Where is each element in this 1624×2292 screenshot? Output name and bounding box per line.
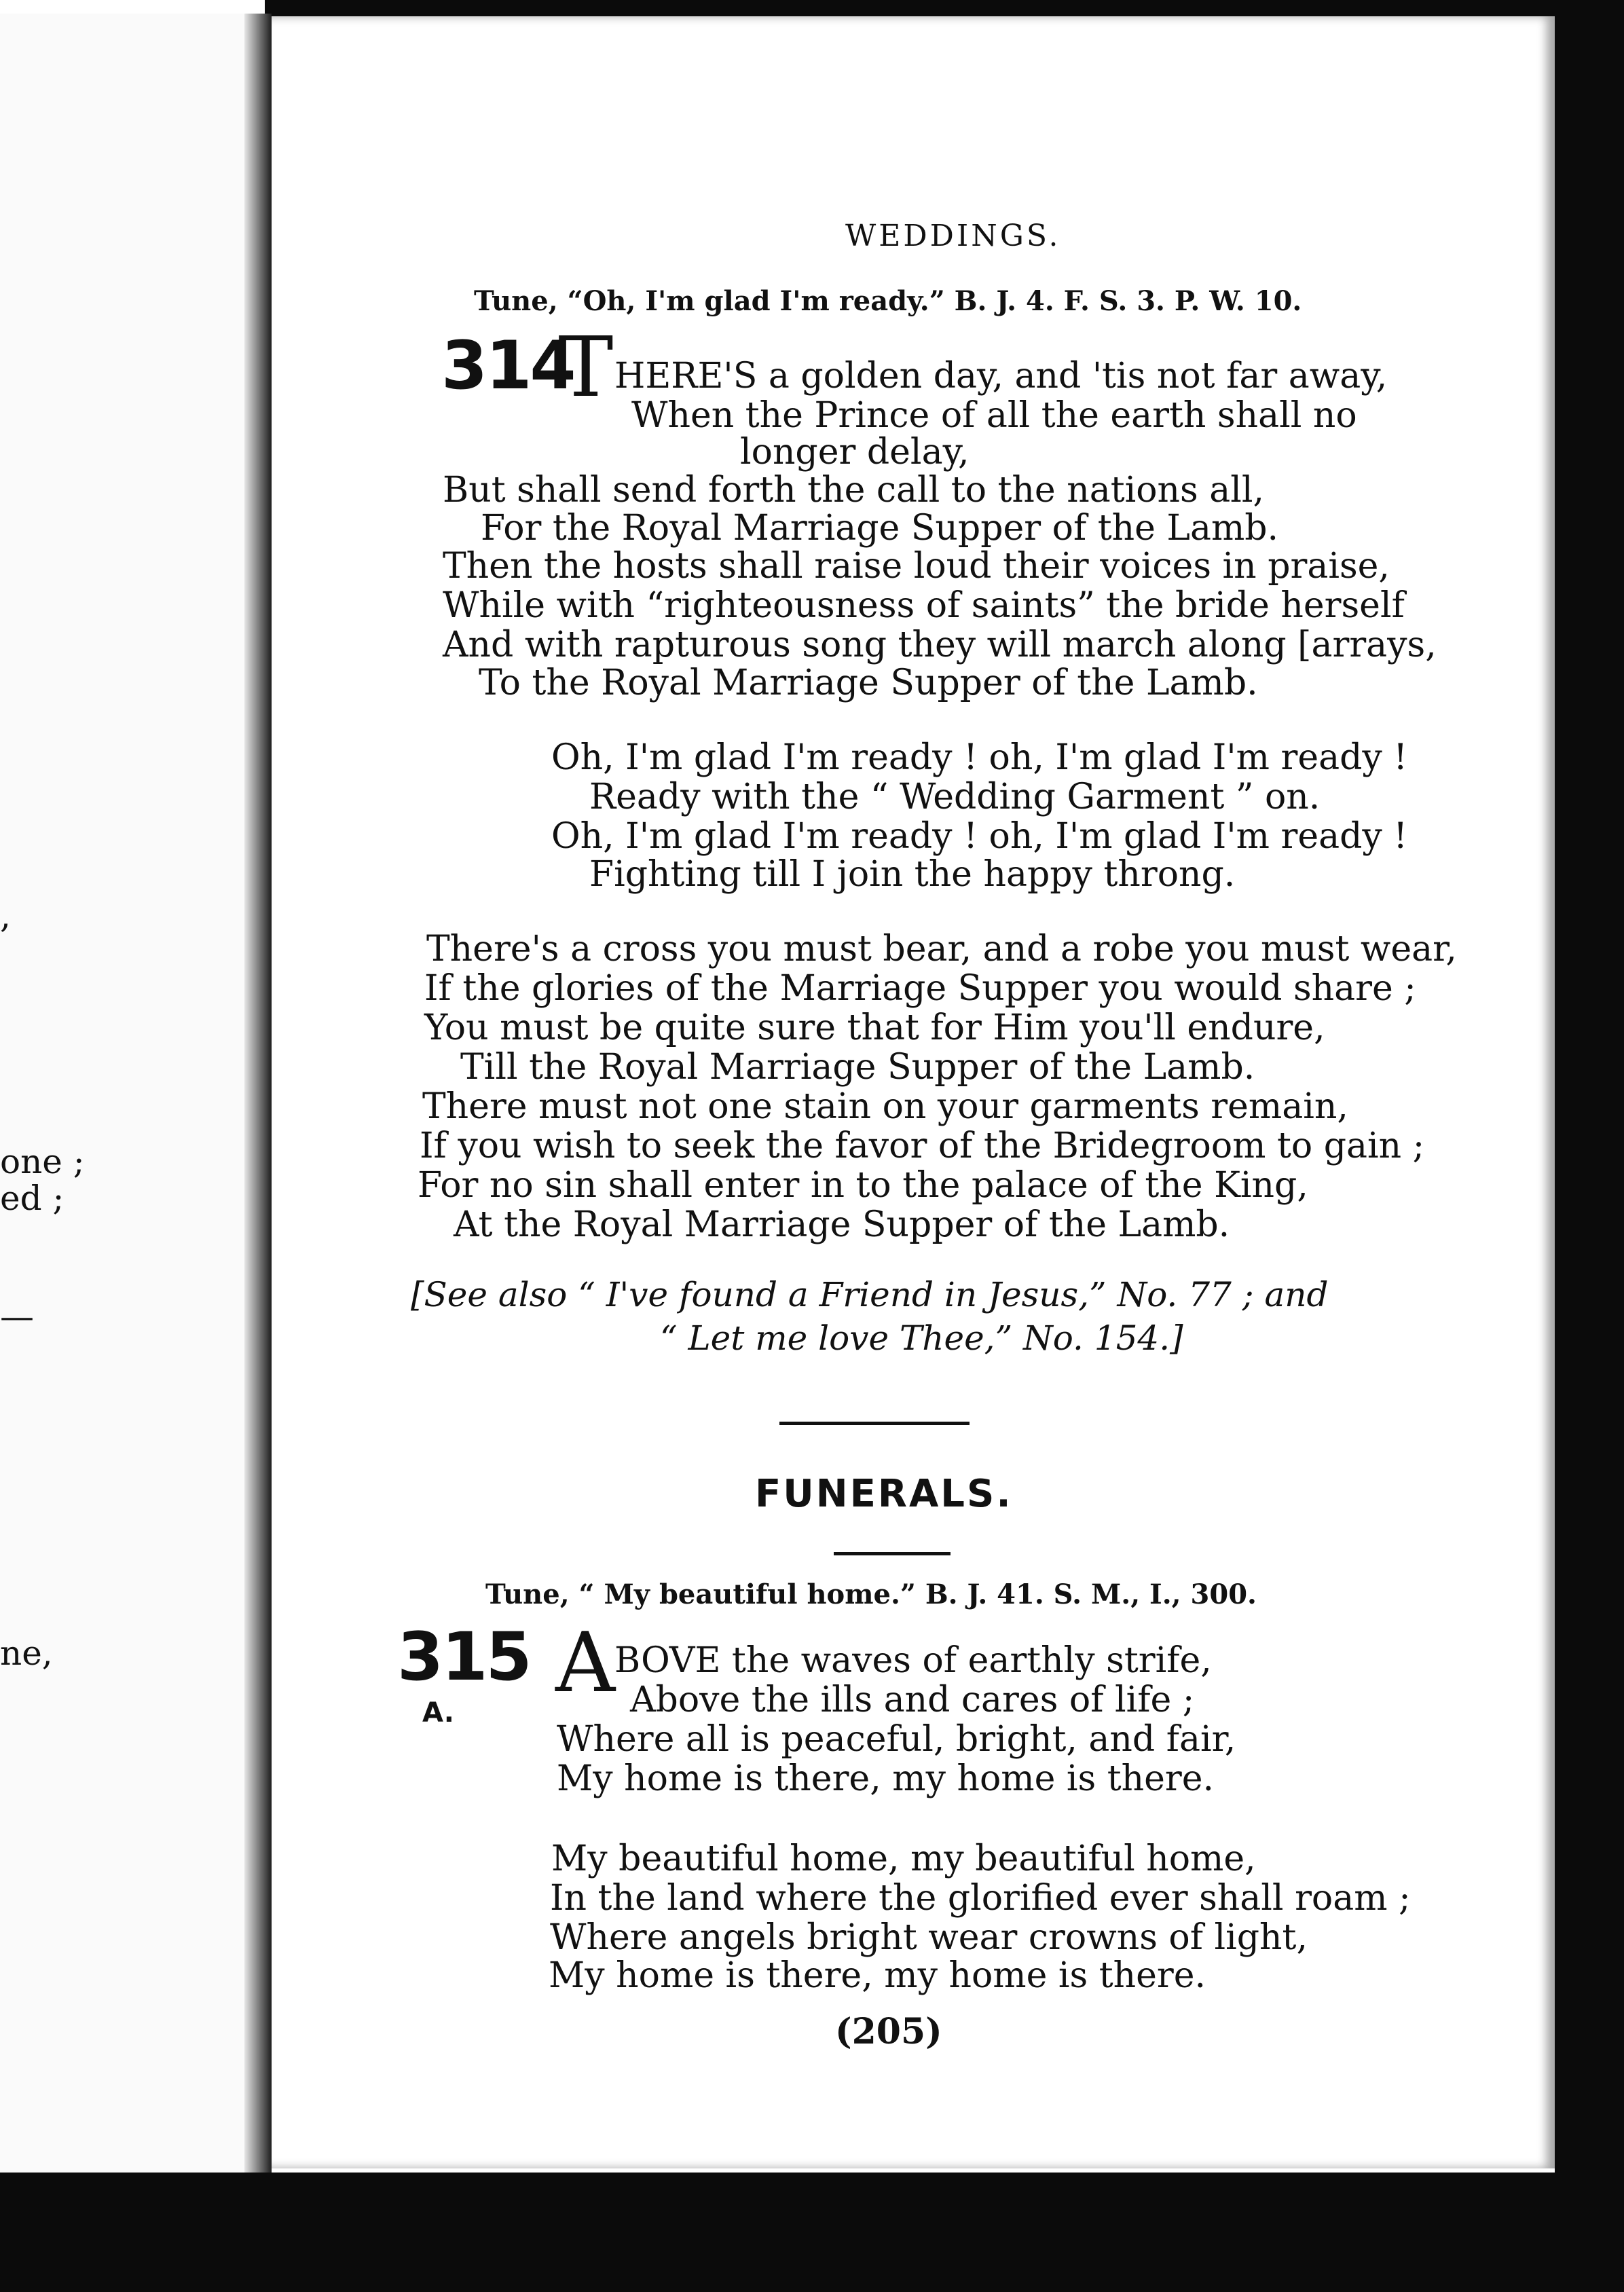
scan-edge-bottom: [0, 2173, 1624, 2292]
verse-line: You must be quite sure that for Him you'll endure,: [424, 1008, 1325, 1048]
dropcap-315: A: [555, 1614, 616, 1711]
verse-line: While with “righteousness of saints” the bride herself: [443, 585, 1405, 626]
tune-line-315: Tune, “ My beautiful home.” B. J. 41. S. M., I., 300.: [485, 1578, 1257, 1610]
page-header: WEDDINGS.: [845, 219, 1061, 253]
verse-line: My home is there, my home is there.: [557, 1758, 1215, 1799]
hymn-number-315: 315: [397, 1619, 530, 1696]
verse-line: If the glories of the Marriage Supper you would share ;: [424, 968, 1416, 1009]
verse-line: If you wish to seek the favor of the Bridegroom to gain ;: [420, 1126, 1425, 1166]
section-title: FUNERALS.: [755, 1472, 1013, 1516]
verse-line: When the Prince of all the earth shall no: [631, 395, 1357, 436]
verse-line: At the Royal Marriage Supper of the Lamb.: [454, 1204, 1230, 1245]
chorus-line: Where angels bright wear crowns of light,: [550, 1917, 1308, 1958]
verse-line: But shall send forth the call to the nations all,: [443, 470, 1265, 511]
left-page-fragment: one ;: [0, 1142, 85, 1181]
page-number: (205): [835, 2011, 942, 2052]
chorus-line: Ready with the “ Wedding Garment ” on.: [589, 777, 1321, 817]
verse-line: And with rapturous song they will march along [arrays,: [443, 625, 1437, 665]
chorus-line: Oh, I'm glad I'm ready ! oh, I'm glad I'm ready !: [551, 737, 1408, 778]
left-page-fragment: ed ;: [0, 1179, 64, 1218]
left-page-fragment: —: [0, 1297, 34, 1336]
chorus-line: Oh, I'm glad I'm ready ! oh, I'm glad I'm ready !: [551, 816, 1408, 857]
left-page-fragment: ne,: [0, 1633, 53, 1673]
chorus-line: My home is there, my home is there.: [549, 1955, 1206, 1996]
verse-line: Till the Royal Marriage Supper of the Lamb.: [460, 1047, 1255, 1088]
verse-line: Then the hosts shall raise loud their voices in praise,: [443, 546, 1390, 587]
verse-line: To the Royal Marriage Supper of the Lamb.: [479, 663, 1258, 703]
verse-line: longer delay,: [740, 432, 970, 473]
facing-page: [0, 14, 269, 2173]
scan-edge-right: [1555, 0, 1624, 2292]
chorus-line: Fighting till I join the happy throng.: [589, 854, 1236, 895]
verse-line: HERE'S a golden day, and 'tis not far away,: [614, 356, 1388, 396]
chorus-line: In the land where the glorified ever shall roam ;: [550, 1878, 1411, 1919]
section-divider-top: [779, 1422, 970, 1425]
verse-line: Above the ills and cares of life ;: [630, 1680, 1195, 1720]
verse-line: There's a cross you must bear, and a robe you must wear,: [426, 929, 1457, 969]
see-also-note: [See also “ I've found a Friend in Jesus,” No. 77 ; and: [411, 1275, 1329, 1314]
verse-line: BOVE the waves of earthly strife,: [614, 1640, 1212, 1681]
chorus-line: My beautiful home, my beautiful home,: [551, 1838, 1256, 1879]
see-also-note: “ Let me love Thee,” No. 154.]: [660, 1318, 1183, 1358]
tune-line-314: Tune, “Oh, I'm glad I'm ready.” B. J. 4. F. S. 3. P. W. 10.: [474, 285, 1302, 317]
book-spine: [244, 14, 272, 2173]
verse-line: Where all is peaceful, bright, and fair,: [557, 1719, 1236, 1760]
verse-line: There must not one stain on your garments remain,: [422, 1086, 1348, 1127]
section-divider-bottom: [834, 1552, 951, 1555]
hymn-part-label: A.: [422, 1697, 454, 1729]
verse-line: For no sin shall enter in to the palace of the King,: [418, 1165, 1308, 1206]
dropcap-314: T: [558, 319, 614, 415]
hymn-number-314: 314: [441, 327, 574, 405]
left-page-fragment: ,: [0, 896, 11, 936]
verse-line: For the Royal Marriage Supper of the Lamb.: [481, 508, 1279, 549]
